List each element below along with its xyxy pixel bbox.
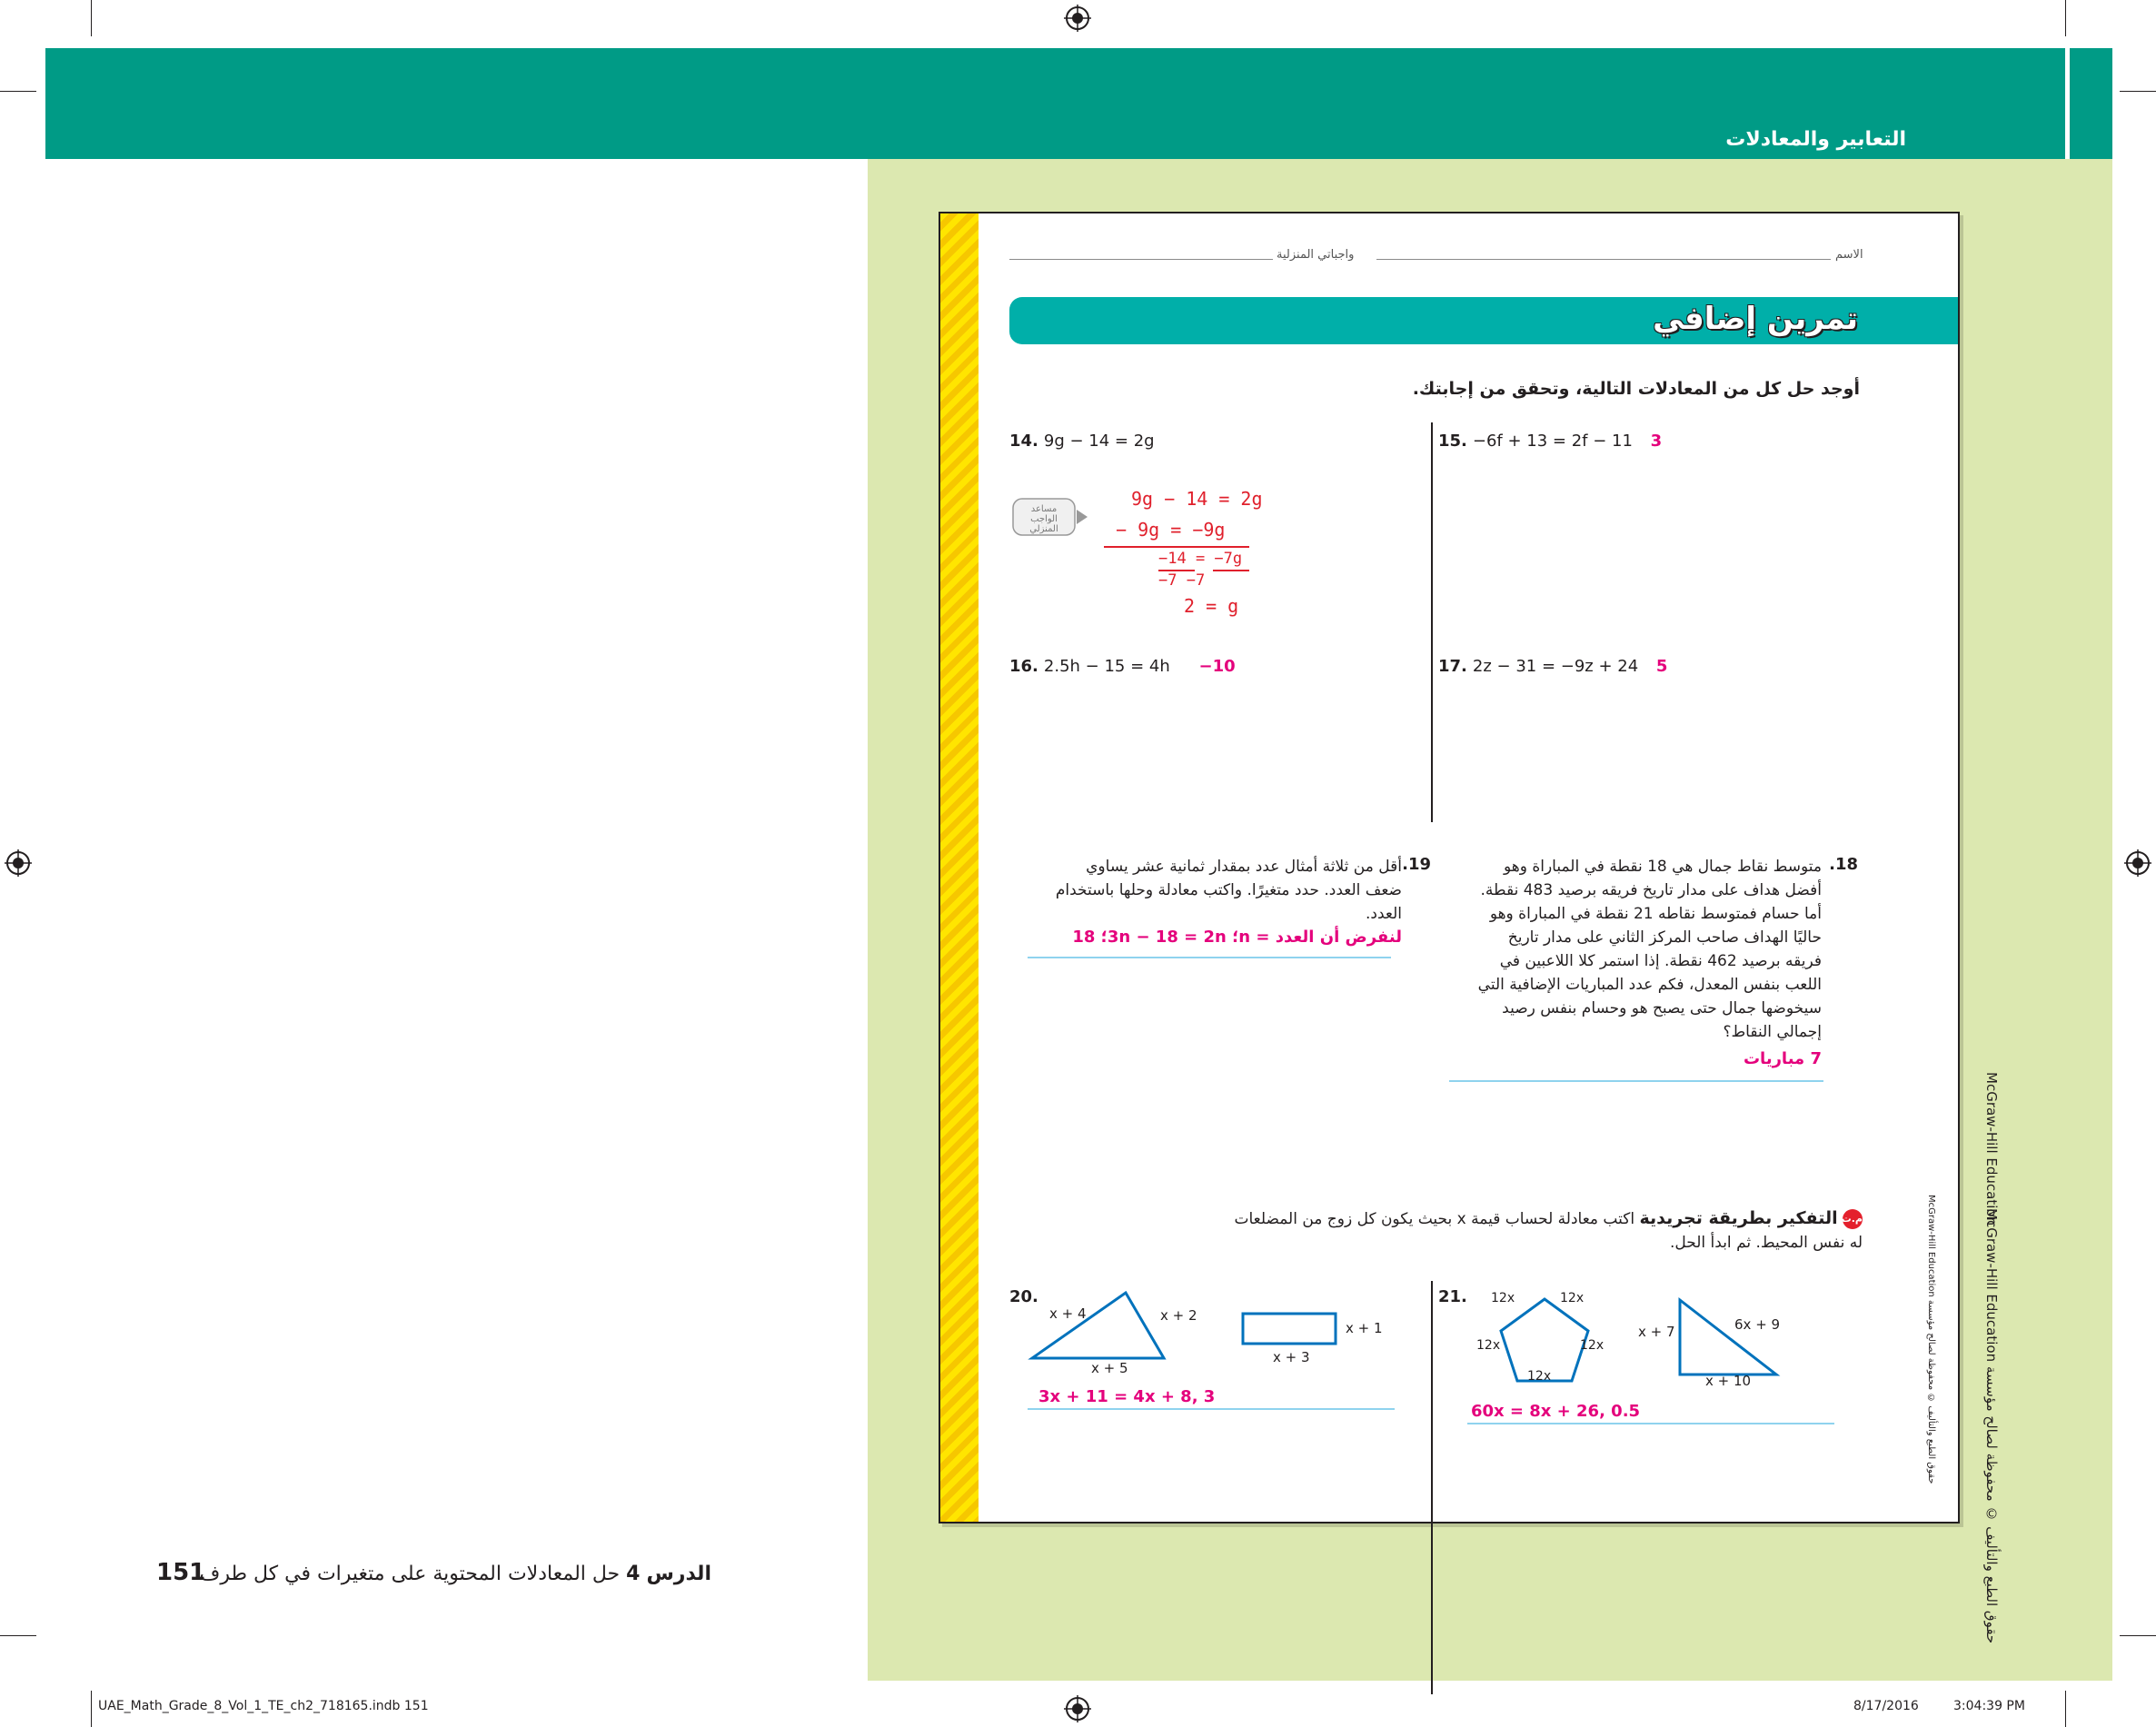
homework-label: واجباتي المنزلية — [1277, 248, 1355, 262]
text-line: سيخوضها جمال حتى يصبح هو وحسام بنفس رصيد — [1502, 999, 1822, 1017]
equation: 2z − 31 = −9z + 24 — [1472, 657, 1639, 676]
work-underline — [1104, 546, 1249, 548]
name-line — [1376, 259, 1831, 260]
crop-mark — [2120, 91, 2156, 92]
page-number: 151 — [156, 1559, 206, 1586]
equation: 2.5h − 15 = 4h — [1043, 657, 1170, 676]
triangle-shape — [1028, 1285, 1182, 1372]
fraction-bar — [1213, 570, 1249, 571]
answer: −10 — [1198, 657, 1236, 676]
lesson-footer — [200, 1563, 711, 1585]
lesson-number: 4 — [626, 1563, 641, 1585]
work-line-1: 9g − 14 = 2g — [1131, 488, 1263, 510]
hot-line-1 — [1190, 1206, 1863, 1231]
crop-mark — [2065, 1691, 2066, 1727]
crop-mark — [0, 91, 36, 92]
side-label: 12x — [1491, 1291, 1515, 1305]
rectangle-shape — [1240, 1311, 1340, 1347]
problem-14 — [1009, 432, 1155, 451]
registration-mark-icon — [2124, 849, 2151, 877]
registration-mark-icon — [5, 849, 32, 877]
side-label: 12x — [1476, 1338, 1501, 1353]
side-label: x + 2 — [1160, 1307, 1197, 1324]
worksheet — [939, 212, 1960, 1524]
problem-number: 17. — [1438, 657, 1467, 676]
side-label: 12x — [1560, 1291, 1585, 1305]
answer-line — [1467, 1423, 1834, 1424]
problem-number: .19 — [1402, 855, 1431, 874]
side-label: x + 4 — [1049, 1305, 1087, 1322]
name-label: الاسم — [1835, 248, 1863, 262]
math-practice-badge: م.ت — [1843, 1209, 1863, 1229]
answer: 3 — [1650, 432, 1663, 451]
publisher-side-label: McGraw-Hill Education — [1983, 1072, 2000, 1226]
answer: 7 مباريات — [1743, 1049, 1822, 1068]
crop-mark — [91, 1691, 92, 1727]
registration-mark-icon — [1064, 5, 1091, 32]
lesson-label: الدرس — [646, 1563, 711, 1585]
work-line-4: −7 −7 — [1158, 571, 1206, 590]
problem-17 — [1438, 657, 1667, 676]
problem-number: .18 — [1829, 855, 1858, 874]
problem-number: 15. — [1438, 432, 1467, 451]
equation: −6f + 13 = 2f − 11 — [1472, 432, 1633, 451]
file-name: UAE_Math_Grade_8_Vol_1_TE_ch2_718165.indb 151 — [98, 1699, 429, 1713]
text-line: فريقه برصيد 462 نقطة. إذا استمر كلا اللاعبين في — [1499, 952, 1822, 970]
crop-mark — [2065, 0, 2066, 36]
hot-line-2: له نفس المحيط. ثم ابدأ الحل. — [1670, 1234, 1863, 1252]
crop-mark — [91, 0, 92, 36]
hot-title: التفكير بطريقة تجريدية — [1639, 1208, 1838, 1228]
banner-title: تمرين إضافي — [1653, 301, 1858, 337]
answer-line — [1449, 1080, 1823, 1082]
instruction: أوجد حل كل من المعادلات التالية، وتحقق من إجابتك. — [1412, 379, 1860, 399]
side-label: x + 3 — [1273, 1349, 1310, 1365]
answer: 3x + 11 = 4x + 8, 3 — [1038, 1387, 1216, 1406]
text-line: العدد. — [1365, 905, 1402, 923]
column-divider — [1431, 422, 1433, 822]
hot-problem-intro — [1190, 1206, 1863, 1255]
yellow-stripe — [940, 213, 979, 1522]
copyright-side-label: حقوق الطبع والتأليف © محفوظة لصالح مؤسسة McGraw-Hill Education — [1983, 1208, 2000, 1644]
copyright-inner-label: حقوق الطبع والتأليف © محفوظة لصالح مؤسسة McGraw-Hill Education — [1926, 1195, 1936, 1484]
column-divider — [1431, 1281, 1433, 1694]
work-line-3: −14 = −7g — [1158, 550, 1243, 568]
text-line: أما حسام فمتوسط نقاطه 21 نقطة في المباراة وهو — [1489, 905, 1822, 923]
crop-mark — [2120, 1635, 2156, 1636]
problem-number: 14. — [1009, 432, 1038, 451]
answer: 5 — [1655, 657, 1668, 676]
text-line: أفضل هداف على مدار تاريخ فريقه برصيد 483 نقطة. — [1480, 881, 1822, 899]
triangle-shape — [1674, 1295, 1783, 1385]
side-label: x + 1 — [1346, 1320, 1383, 1336]
problem-15 — [1438, 432, 1662, 451]
side-label: x + 5 — [1091, 1360, 1128, 1376]
print-date: 8/17/2016 — [1853, 1699, 1919, 1713]
chapter-title: التعابير والمعادلات — [1725, 128, 1906, 151]
problem-18-text — [1422, 855, 1822, 1071]
problem-number: 20. — [1009, 1287, 1038, 1306]
crop-mark — [0, 1635, 36, 1636]
side-label: 12x — [1580, 1338, 1605, 1353]
text-line: إجمالي النقاط؟ — [1723, 1023, 1822, 1041]
answer: لنفرض أن العدد = n؛ 3n − 18 = 2n؛ 18 — [1072, 928, 1402, 947]
answer-line — [1028, 1408, 1395, 1410]
text-line: متوسط نقاط جمال هي 18 نقطة في المباراة وهو — [1503, 858, 1822, 876]
text-line: حاليًا الهداف صاحب المركز الثاني على مدار تاريخ — [1507, 928, 1822, 947]
text-line: ضعف العدد. حدد متغيرًا. واكتب معادلة وحلها باستخدام — [1055, 881, 1402, 899]
registration-mark-icon — [1064, 1695, 1091, 1722]
problem-16 — [1009, 657, 1236, 676]
equation: 9g − 14 = 2g — [1043, 432, 1155, 451]
homework-help-label: مساعد الواجب المنزلي — [1029, 504, 1058, 534]
lesson-title: حل المعادلات المحتوية على متغيرات في كل طرف — [199, 1563, 621, 1585]
homework-help-icon — [1011, 495, 1098, 541]
side-label: x + 7 — [1638, 1324, 1675, 1340]
hot-text: اكتب معادلة لحساب قيمة x بحيث يكون كل زوج من المضلعات — [1234, 1210, 1635, 1228]
work-line-5: 2 = g — [1184, 595, 1239, 617]
homework-line — [1009, 259, 1273, 260]
print-time: 3:04:39 PM — [1953, 1699, 2025, 1713]
problem-19-text — [1002, 855, 1402, 949]
side-label: x + 10 — [1705, 1373, 1752, 1389]
side-label: 12x — [1527, 1369, 1552, 1384]
work-line-2: − 9g = −9g — [1116, 519, 1226, 541]
text-line: أقل من ثلاثة أمثال عدد بمقدار ثمانية عشر يساوي — [1086, 858, 1402, 876]
problem-number: 16. — [1009, 657, 1038, 676]
answer-line — [1028, 957, 1391, 958]
side-label: 6x + 9 — [1734, 1316, 1781, 1333]
problem-number: 21. — [1438, 1287, 1467, 1306]
text-line: اللعب بنفس المعدل، فكم عدد المباريات الإضافية التي — [1477, 976, 1822, 994]
answer: 60x = 8x + 26, 0.5 — [1471, 1402, 1641, 1421]
